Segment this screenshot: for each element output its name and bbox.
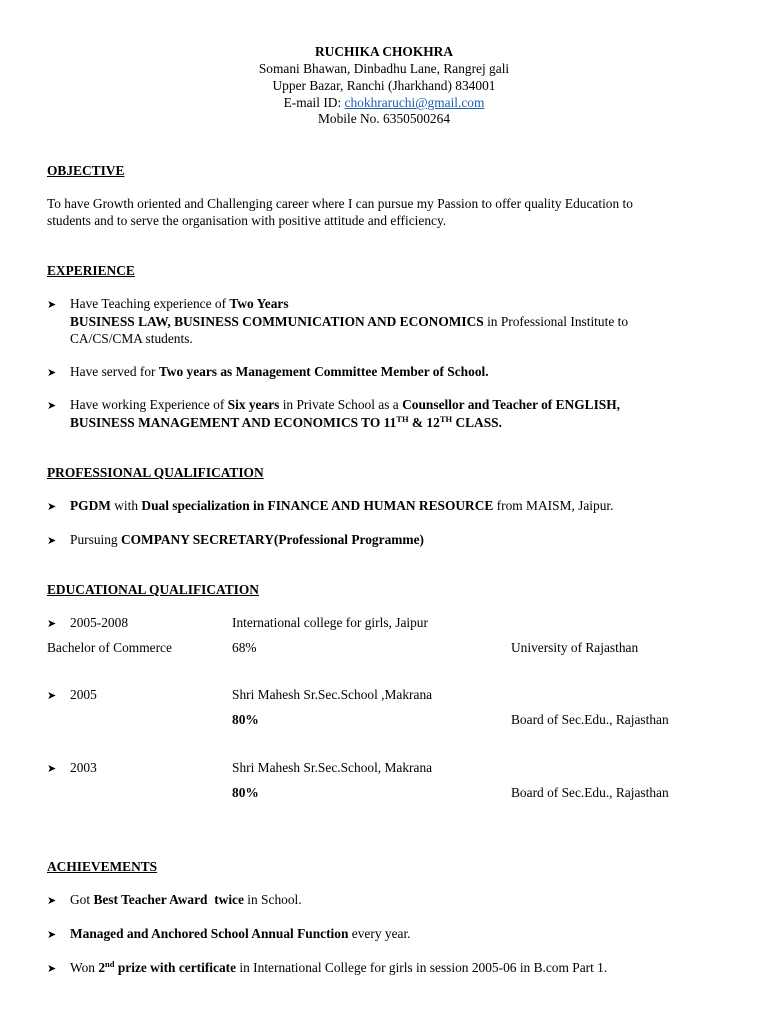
experience-item-3: ➤ Have working Experience of Six years in Private School as a Counsellor and Teacher of ENGLISH, xyxy=(47,397,620,412)
education-year: ➤ 2005 xyxy=(47,687,97,702)
arrow-bullet-icon: ➤ xyxy=(47,689,57,702)
professional-heading: PROFESSIONAL QUALIFICATION xyxy=(47,465,264,480)
achievement-item-1: ➤ Got Best Teacher Award twice in School. xyxy=(47,892,302,907)
education-board: Board of Sec.Edu., Rajasthan xyxy=(511,785,669,800)
arrow-bullet-icon: ➤ xyxy=(47,298,57,311)
education-board: University of Rajasthan xyxy=(511,640,639,655)
education-heading: EDUCATIONAL QUALIFICATION xyxy=(47,582,259,597)
education-degree: Bachelor of Commerce xyxy=(47,640,172,655)
education-score: 80% xyxy=(232,712,259,727)
education-score: 80% xyxy=(232,785,259,800)
objective-line-1: To have Growth oriented and Challenging career where I can pursue my Passion to offer quality Education to xyxy=(47,196,633,211)
mobile-line: Mobile No. 6350500264 xyxy=(317,111,451,126)
arrow-bullet-icon: ➤ xyxy=(47,894,57,907)
education-institute: International college for girls, Jaipur xyxy=(232,615,428,630)
education-score: 68% xyxy=(232,640,257,655)
experience-item-2: ➤ Have served for Two years as Management Committee Member of School. xyxy=(47,364,489,379)
experience-item-3-line-2: BUSINESS MANAGEMENT AND ECONOMICS TO 11TH & 12TH CLASS. xyxy=(70,414,502,430)
professional-item-2: ➤ Pursuing COMPANY SECRETARY(Professional Programme) xyxy=(47,532,424,547)
achievement-item-3: ➤ Won 2nd prize with certificate in International College for girls in session 2005-06 in B.com Part 1. xyxy=(47,959,608,975)
achievement-item-2: ➤ Managed and Anchored School Annual Function every year. xyxy=(47,926,411,941)
arrow-bullet-icon: ➤ xyxy=(47,534,57,547)
objective-heading: OBJECTIVE xyxy=(47,163,125,178)
candidate-name: RUCHIKA CHOKHRA xyxy=(314,44,453,59)
arrow-bullet-icon: ➤ xyxy=(47,366,57,379)
education-board: Board of Sec.Edu., Rajasthan xyxy=(511,712,669,727)
email-line: E-mail ID: chokhraruchi@gmail.com xyxy=(283,95,485,110)
arrow-bullet-icon: ➤ xyxy=(47,928,57,941)
education-year: ➤ 2005-2008 xyxy=(47,615,129,630)
education-year: ➤ 2003 xyxy=(47,760,97,775)
arrow-bullet-icon: ➤ xyxy=(47,500,57,513)
arrow-bullet-icon: ➤ xyxy=(47,962,57,975)
email-link[interactable]: chokhraruchi@gmail.com xyxy=(344,95,485,110)
experience-item-1-line-2: BUSINESS LAW, BUSINESS COMMUNICATION AND ECONOMICS in Professional Institute to xyxy=(70,314,629,329)
education-institute: Shri Mahesh Sr.Sec.School ,Makrana xyxy=(232,687,433,702)
arrow-bullet-icon: ➤ xyxy=(47,762,57,775)
experience-heading: EXPERIENCE xyxy=(47,263,135,278)
achievements-heading: ACHIEVEMENTS xyxy=(47,859,158,874)
address-line-2: Upper Bazar, Ranchi (Jharkhand) 834001 xyxy=(272,78,496,93)
experience-item-1-line-3: CA/CS/CMA students. xyxy=(70,331,193,346)
address-line-1: Somani Bhawan, Dinbadhu Lane, Rangrej gali xyxy=(258,61,510,76)
experience-item-1: ➤ Have Teaching experience of Two Years xyxy=(47,296,289,311)
professional-item-1: ➤ PGDM with Dual specialization in FINANCE AND HUMAN RESOURCE from MAISM, Jaipur. xyxy=(47,498,614,513)
education-institute: Shri Mahesh Sr.Sec.School, Makrana xyxy=(232,760,433,775)
arrow-bullet-icon: ➤ xyxy=(47,617,57,630)
objective-line-2: students and to serve the organisation with positive attitude and efficiency. xyxy=(47,213,447,228)
arrow-bullet-icon: ➤ xyxy=(47,399,57,412)
